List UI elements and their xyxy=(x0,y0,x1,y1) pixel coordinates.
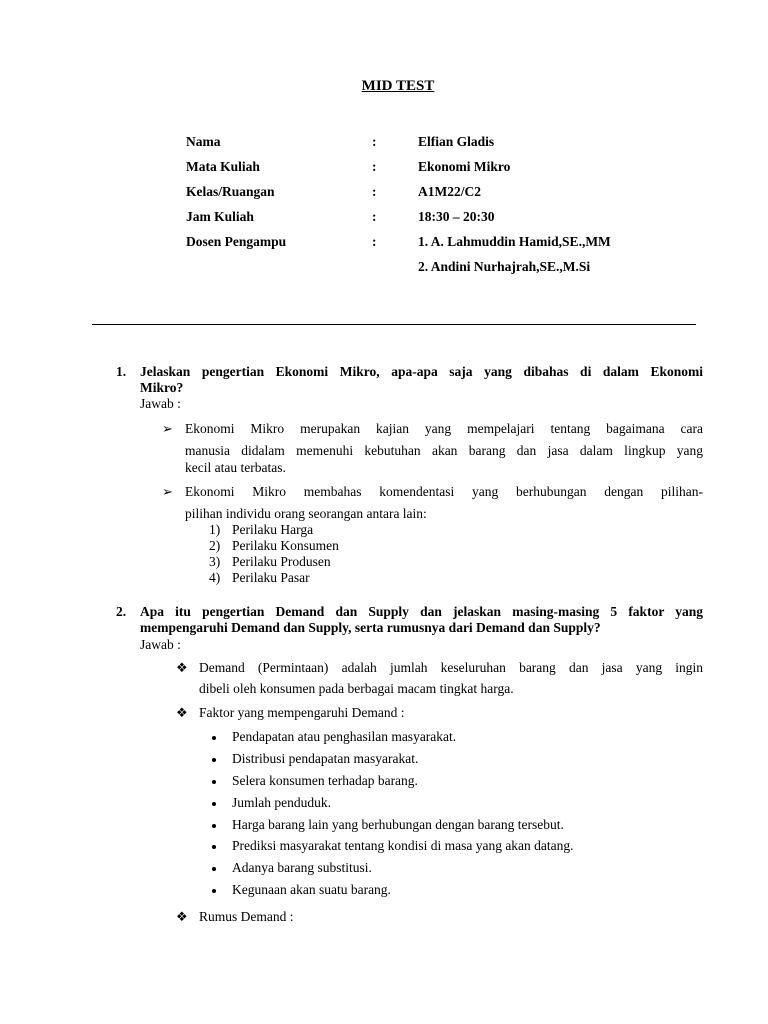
question-text: Mikro? xyxy=(140,380,184,395)
list-number: 4) xyxy=(209,570,221,585)
answer-text: Demand (Permintaan) adalah jumlah keseluruhan barang dan jasa yang ingin xyxy=(199,660,703,675)
factor-item: Pendapatan atau penghasilan masyarakat. xyxy=(232,729,457,744)
info-label-nama: Nama xyxy=(186,134,221,149)
info-colon: : xyxy=(372,209,377,224)
answer-text: Faktor yang mempengaruhi Demand : xyxy=(199,705,405,720)
question-number: 2. xyxy=(116,604,127,619)
answer-label: Jawab : xyxy=(140,396,181,411)
question-text: mempengaruhi Demand dan Supply, serta rumusnya dari Demand dan Supply? xyxy=(140,620,601,635)
bullet-dot-icon xyxy=(212,889,216,893)
list-item: Perilaku Pasar xyxy=(232,570,310,585)
info-colon: : xyxy=(372,159,377,174)
answer-text: pilihan individu orang seorangan antara lain: xyxy=(185,506,427,521)
factor-item: Distribusi pendapatan masyarakat. xyxy=(232,751,419,766)
list-number: 2) xyxy=(209,538,221,553)
question-text: Jelaskan pengertian Ekonomi Mikro, apa-apa saja yang dibahas di dalam Ekonomi xyxy=(140,364,703,379)
factor-item: Jumlah penduduk. xyxy=(232,795,331,810)
answer-text: manusia didalam memenuhi kebutuhan akan barang dan jasa dalam lingkup yang xyxy=(185,443,703,458)
answer-text: Rumus Demand : xyxy=(199,909,294,924)
info-colon: : xyxy=(372,134,377,149)
info-colon: : xyxy=(372,184,377,199)
question-text: Apa itu pengertian Demand dan Supply dan jelaskan masing-masing 5 faktor yang xyxy=(140,604,703,619)
bullet-dot-icon xyxy=(212,845,216,849)
diamond-bullet-icon: ❖ xyxy=(176,660,188,675)
answer-label: Jawab : xyxy=(140,637,181,652)
bullet-dot-icon xyxy=(212,824,216,828)
info-colon: : xyxy=(372,234,377,249)
page-title: MID TEST xyxy=(361,78,435,94)
list-number: 1) xyxy=(209,522,221,537)
factor-item: Prediksi masyarakat tentang kondisi di masa yang akan datang. xyxy=(232,838,574,853)
diamond-bullet-icon: ❖ xyxy=(176,909,188,924)
info-label-kelas: Kelas/Ruangan xyxy=(186,184,275,199)
divider xyxy=(92,324,696,325)
bullet-dot-icon xyxy=(212,802,216,806)
info-value-nama: Elfian Gladis xyxy=(418,134,495,149)
info-value-dosen-2: 2. Andini Nurhajrah,SE.,M.Si xyxy=(418,259,591,274)
bullet-dot-icon xyxy=(212,867,216,871)
arrow-bullet-icon: ➢ xyxy=(162,421,173,436)
answer-text: dibeli oleh konsumen pada berbagai macam tingkat harga. xyxy=(199,681,514,696)
factor-item: Adanya barang substitusi. xyxy=(232,860,372,875)
answer-text: kecil atau terbatas. xyxy=(185,460,286,475)
bullet-dot-icon xyxy=(212,758,216,762)
list-item: Perilaku Produsen xyxy=(232,554,331,569)
answer-text: Ekonomi Mikro membahas komendentasi yang berhubungan dengan pilihan- xyxy=(185,484,703,499)
list-item: Perilaku Konsumen xyxy=(232,538,339,553)
answer-text: Ekonomi Mikro merupakan kajian yang mempelajari tentang bagaimana cara xyxy=(185,421,703,436)
info-value-dosen-1: 1. A. Lahmuddin Hamid,SE.,MM xyxy=(418,234,611,249)
factor-item: Selera konsumen terhadap barang. xyxy=(232,773,418,788)
diamond-bullet-icon: ❖ xyxy=(176,705,188,720)
info-value-mata-kuliah: Ekonomi Mikro xyxy=(418,159,511,174)
info-label-mata-kuliah: Mata Kuliah xyxy=(186,159,260,174)
bullet-dot-icon xyxy=(212,780,216,784)
info-value-kelas: A1M22/C2 xyxy=(418,184,481,199)
question-number: 1. xyxy=(116,364,127,379)
list-number: 3) xyxy=(209,554,221,569)
info-label-dosen: Dosen Pengampu xyxy=(186,234,287,249)
factor-item: Kegunaan akan suatu barang. xyxy=(232,882,391,897)
list-item: Perilaku Harga xyxy=(232,522,314,537)
info-value-jam: 18:30 – 20:30 xyxy=(418,209,495,224)
bullet-dot-icon xyxy=(212,736,216,740)
factor-item: Harga barang lain yang berhubungan dengan barang tersebut. xyxy=(232,817,564,832)
info-label-jam: Jam Kuliah xyxy=(186,209,254,224)
arrow-bullet-icon: ➢ xyxy=(162,484,173,499)
